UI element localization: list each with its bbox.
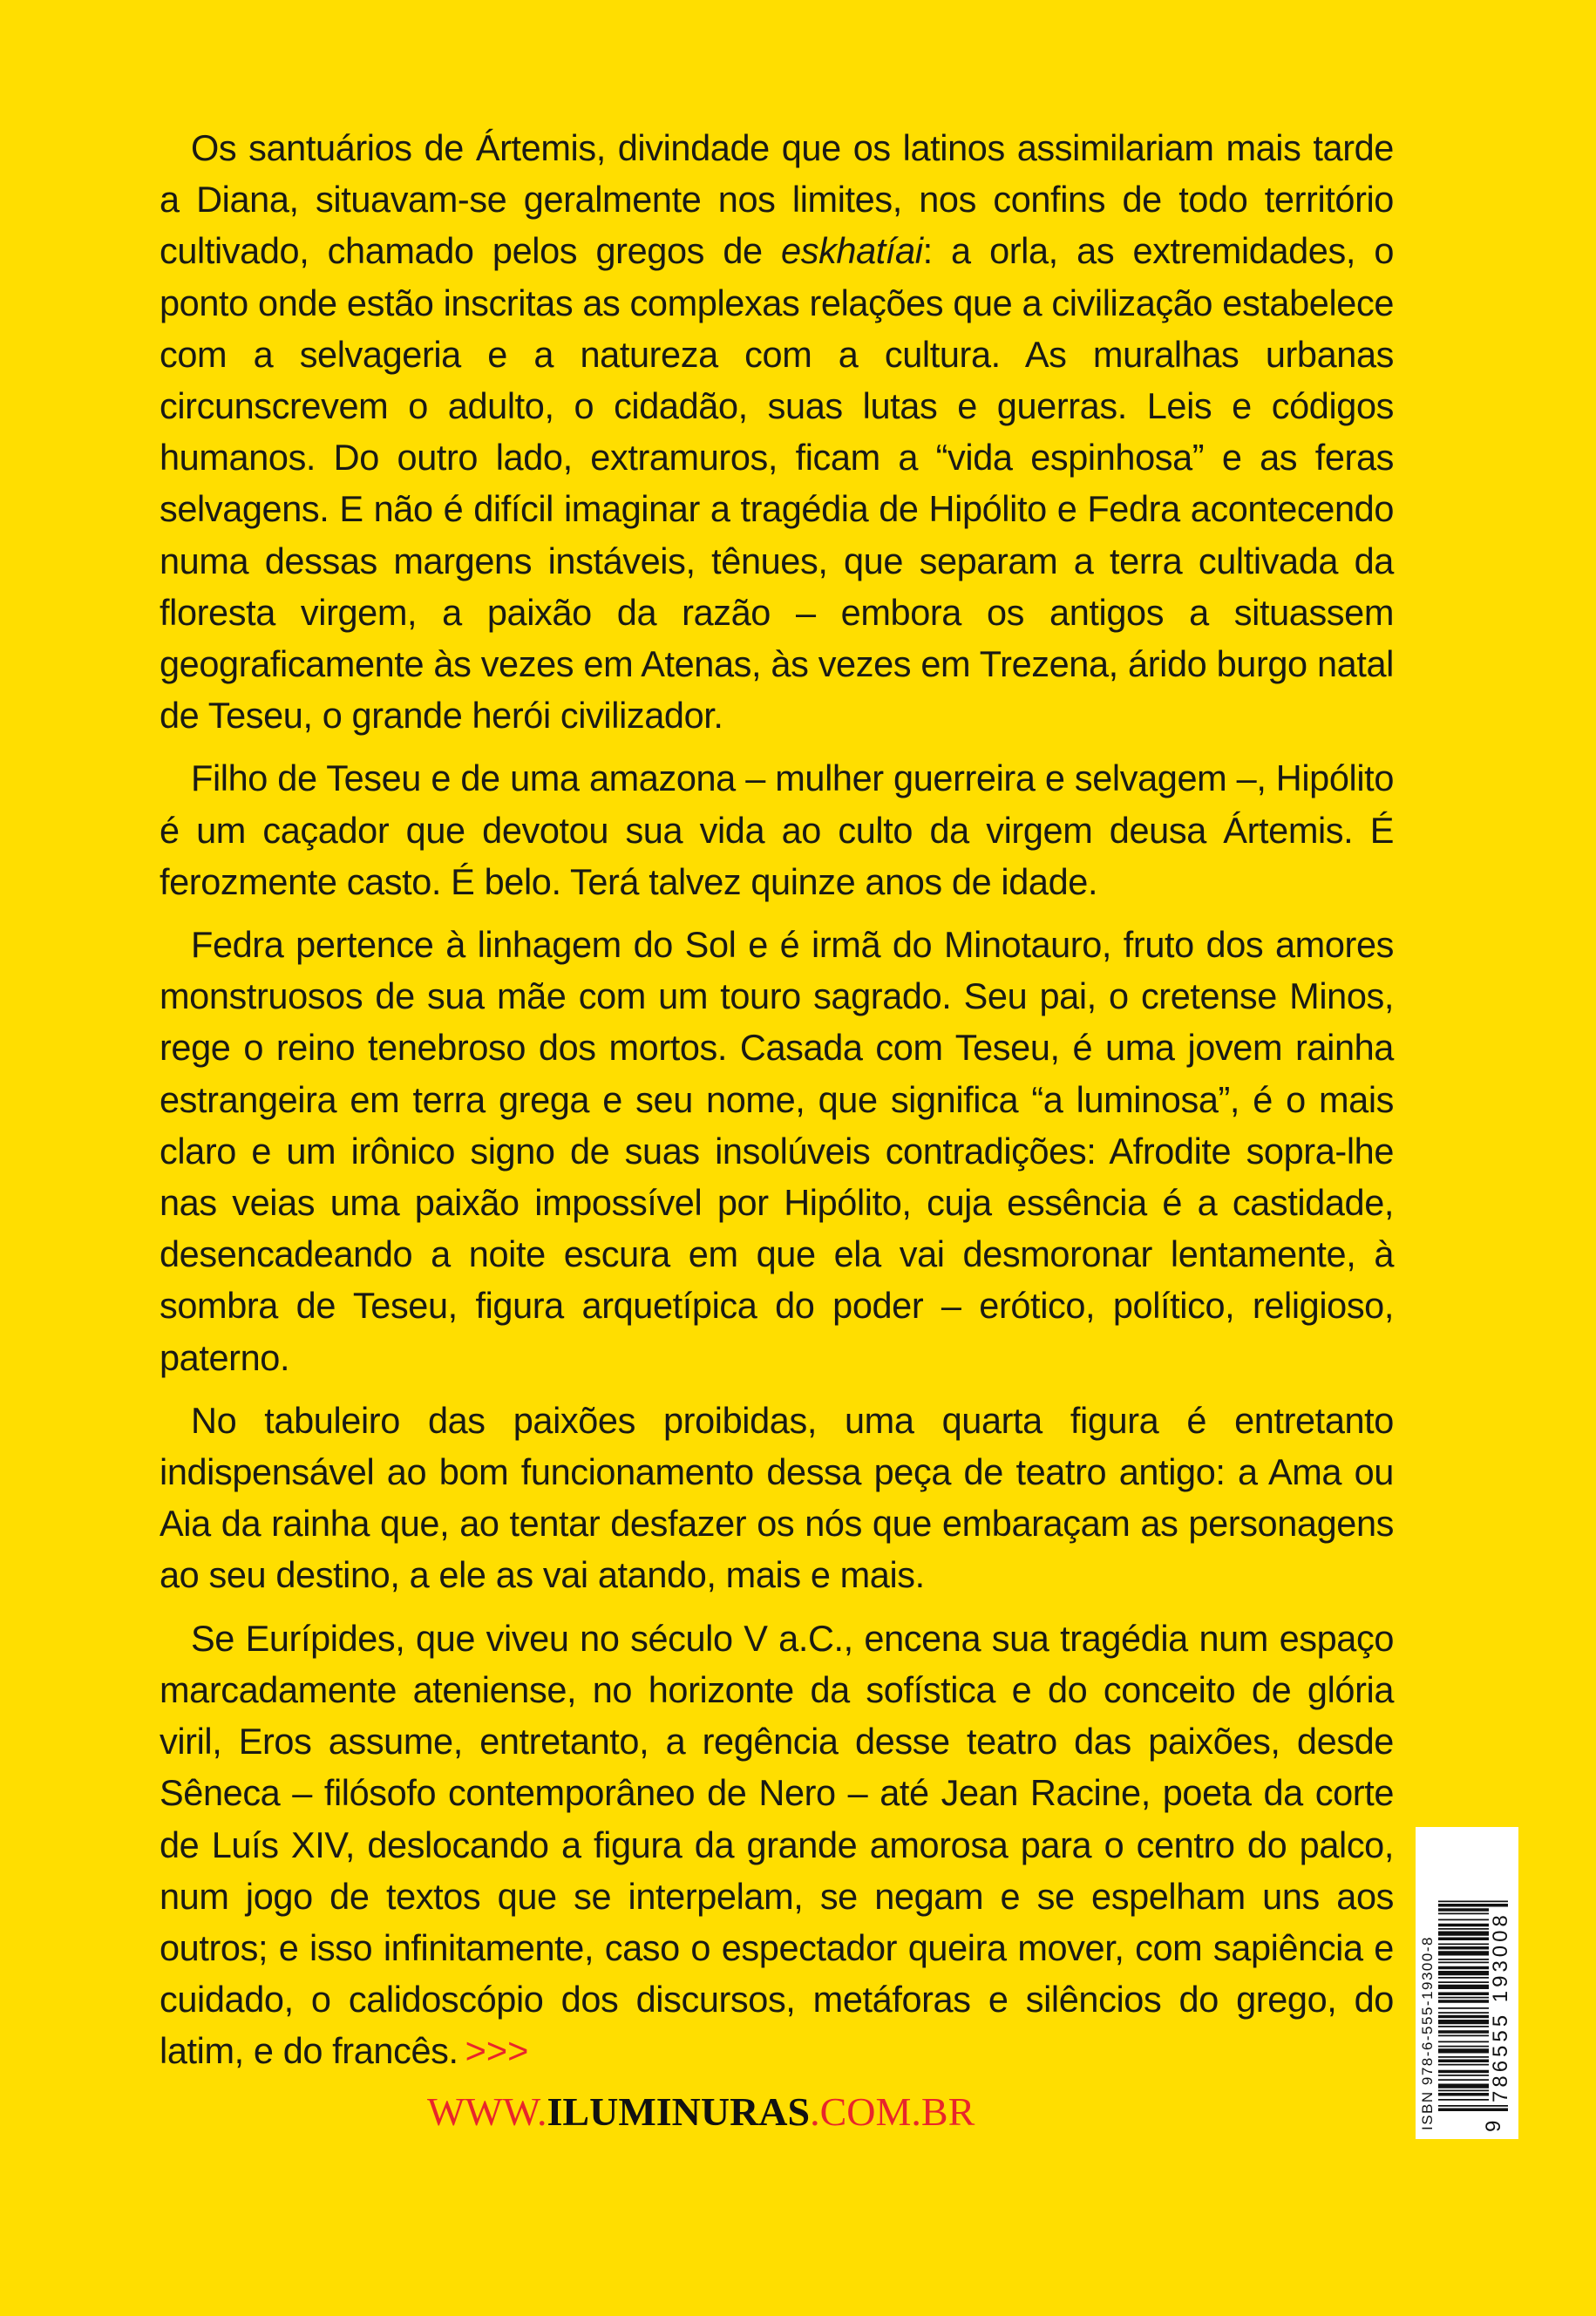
barcode-bar (1438, 2105, 1508, 2107)
barcode-bar (1438, 2035, 1489, 2037)
barcode-bar (1438, 2075, 1489, 2076)
barcode-bar (1438, 1924, 1489, 1927)
barcode-bar (1438, 1997, 1489, 1999)
barcode-bar (1438, 2070, 1489, 2074)
paragraph-1-after: : a orla, as extremidades, o ponto onde estão inscritas as complexas relações que a civilização estabelece com a selvageria e a natureza com a cultura. As muralhas urbanas circunscrevem o adulto, o cidadão, suas lutas e guerras. Leis e códigos humanos. Do outro lado, extramuros, ficam a “vida espinhosa” e as feras selvagens. E não é difícil imaginar a tragédia de Hipólito e Fedra acontecendo numa dessas margens instáveis, tênues, que separam a terra cultivada da floresta virgem, a paixão da razão – embora os antigos a situassem geograficamente às vezes em Atenas, às vezes em Trezena, árido burgo natal de Teseu, o grande herói civilizador. (160, 230, 1394, 737)
publisher-website[interactable] (427, 2088, 975, 2135)
barcode-bar (1438, 1908, 1489, 1912)
barcode-bar (1438, 2064, 1489, 2066)
eskhatiai-term: eskhatíai (781, 230, 923, 272)
barcode-bar (1438, 2026, 1489, 2027)
barcode-bar (1438, 1966, 1489, 1970)
isbn-barcode-rotated (1416, 1827, 1518, 2139)
barcode-bar (1438, 1977, 1489, 1979)
barcode-bar (1438, 2012, 1489, 2014)
website-prefix: WWW. (427, 2089, 547, 2134)
barcode-bar (1438, 1904, 1508, 1907)
paragraph-1-before: Os santuários de Ártemis, divindade que os latinos assimilariam mais tarde a Diana, situavam-se geralmente nos limites, nos confins de todo território cultivado, chamado pelos gregos de (160, 127, 1394, 272)
barcode-bar (1438, 1959, 1489, 1960)
paragraph-3: Fedra pertence à linhagem do Sol e é irmã do Minotauro, fruto dos amores monstruosos de sua mãe com um touro sagrado. Seu pai, o cretense Minos, rege o reino tenebroso dos mortos. Casada com Teseu, é uma jovem rainha estrangeira em terra grega e seu nome, que significa “a luminosa”, é o mais claro e um irônico signo de suas insolúveis contradições: Afrodite sopra-lhe nas veias uma paixão impossível por Hipólito, cuja essência é a castidade, desencadeando a noite escura em que ela vai desmoronar lentamente, à sombra de Teseu, figura arquetípica do poder – erótico, político, religioso, paterno. (160, 924, 1394, 1378)
barcode-bar (1438, 1993, 1489, 1996)
paragraph-4: No tabuleiro das paixões proibidas, uma quarta figura é entretanto indispensável ao bom funcionamento dessa peça de teatro antigo: a Ama ou Aia da rainha que, ao tentar desfazer os nós que embaraçam as personagens ao seu destino, a ele as vai atando, mais e mais. (160, 1399, 1394, 1596)
barcode-bar (1438, 1946, 1489, 1950)
barcode-bar (1438, 1919, 1489, 1921)
back-cover-text (160, 122, 1394, 2088)
barcode-bar (1438, 2046, 1489, 2048)
barcode-bar (1438, 2000, 1489, 2003)
barcode-bar (1438, 1913, 1489, 1915)
barcode-bar (1438, 1951, 1489, 1955)
isbn-barcode (1416, 1827, 1518, 2139)
barcode-first-digit: 9 (1482, 2120, 1505, 2132)
barcode-bar (1438, 2015, 1489, 2019)
barcode-bar (1438, 1944, 1489, 1946)
website-brand: ILUMINURAS (547, 2089, 811, 2134)
barcode-bar (1438, 1901, 1508, 1903)
paragraph-2: Filho de Teseu e de uma amazona – mulher guerreira e selvagem –, Hipólito é um caçador que devotou sua vida ao culto da virgem deusa Ártemis. É ferozmente casto. É belo. Terá talvez quinze anos de idade. (160, 757, 1394, 902)
isbn-number: ISBN 978-6-555-19300-8 (1419, 1936, 1436, 2130)
continue-arrows: >>> (465, 2030, 529, 2072)
barcode-bar (1438, 2099, 1489, 2101)
barcode-bar (1438, 1985, 1489, 1989)
barcode-bar (1438, 1971, 1489, 1975)
paragraph-5 (160, 1613, 1394, 2077)
barcode-bar (1438, 2007, 1489, 2009)
paragraph-5-text: Se Eurípides, que viveu no século V a.C., encena sua tragédia num espaço marcadamente ateniense, no horizonte da sofística e do conceito de glória viril, Eros assume, entretanto, a regência desse teatro das paixões, desde Sêneca – filósofo contemporâneo de Nero – até Jean Racine, poeta da corte de Luís XIV, deslocando a figura da grande amorosa para o centro do palco, num jogo de textos que se interpelam, se negam e se espelham uns aos outros; e isso infinitamente, caso o espectador queira mover, com sapiência e cuidado, o calidoscópio dos discursos, metáforas e silêncios do grego, do latim, e do francês. (160, 1617, 1394, 2072)
barcode-bar (1438, 2084, 1489, 2088)
barcode-bar (1438, 1962, 1489, 1964)
barcode-digits: 786555 193008 (1489, 1912, 1512, 2102)
barcode-bar (1438, 2056, 1489, 2058)
barcode-bar (1438, 1932, 1489, 1936)
barcode-bar (1438, 2041, 1489, 2043)
website-suffix: .COM.BR (810, 2089, 975, 2134)
barcode-bar (1438, 2048, 1489, 2053)
barcode-bar (1438, 2079, 1489, 2081)
paragraph-1 (160, 122, 1394, 741)
barcode-bar (1438, 2109, 1508, 2112)
barcode-bar (1438, 2020, 1489, 2024)
barcode-bar (1438, 2030, 1489, 2034)
barcode-bar (1438, 1981, 1489, 1983)
barcode-bar (1438, 1938, 1489, 1941)
barcode-bar (1438, 2060, 1489, 2063)
barcode-bar (1438, 2093, 1489, 2096)
barcode-bar (1438, 2090, 1489, 2092)
barcode-bar (1438, 1928, 1489, 1930)
